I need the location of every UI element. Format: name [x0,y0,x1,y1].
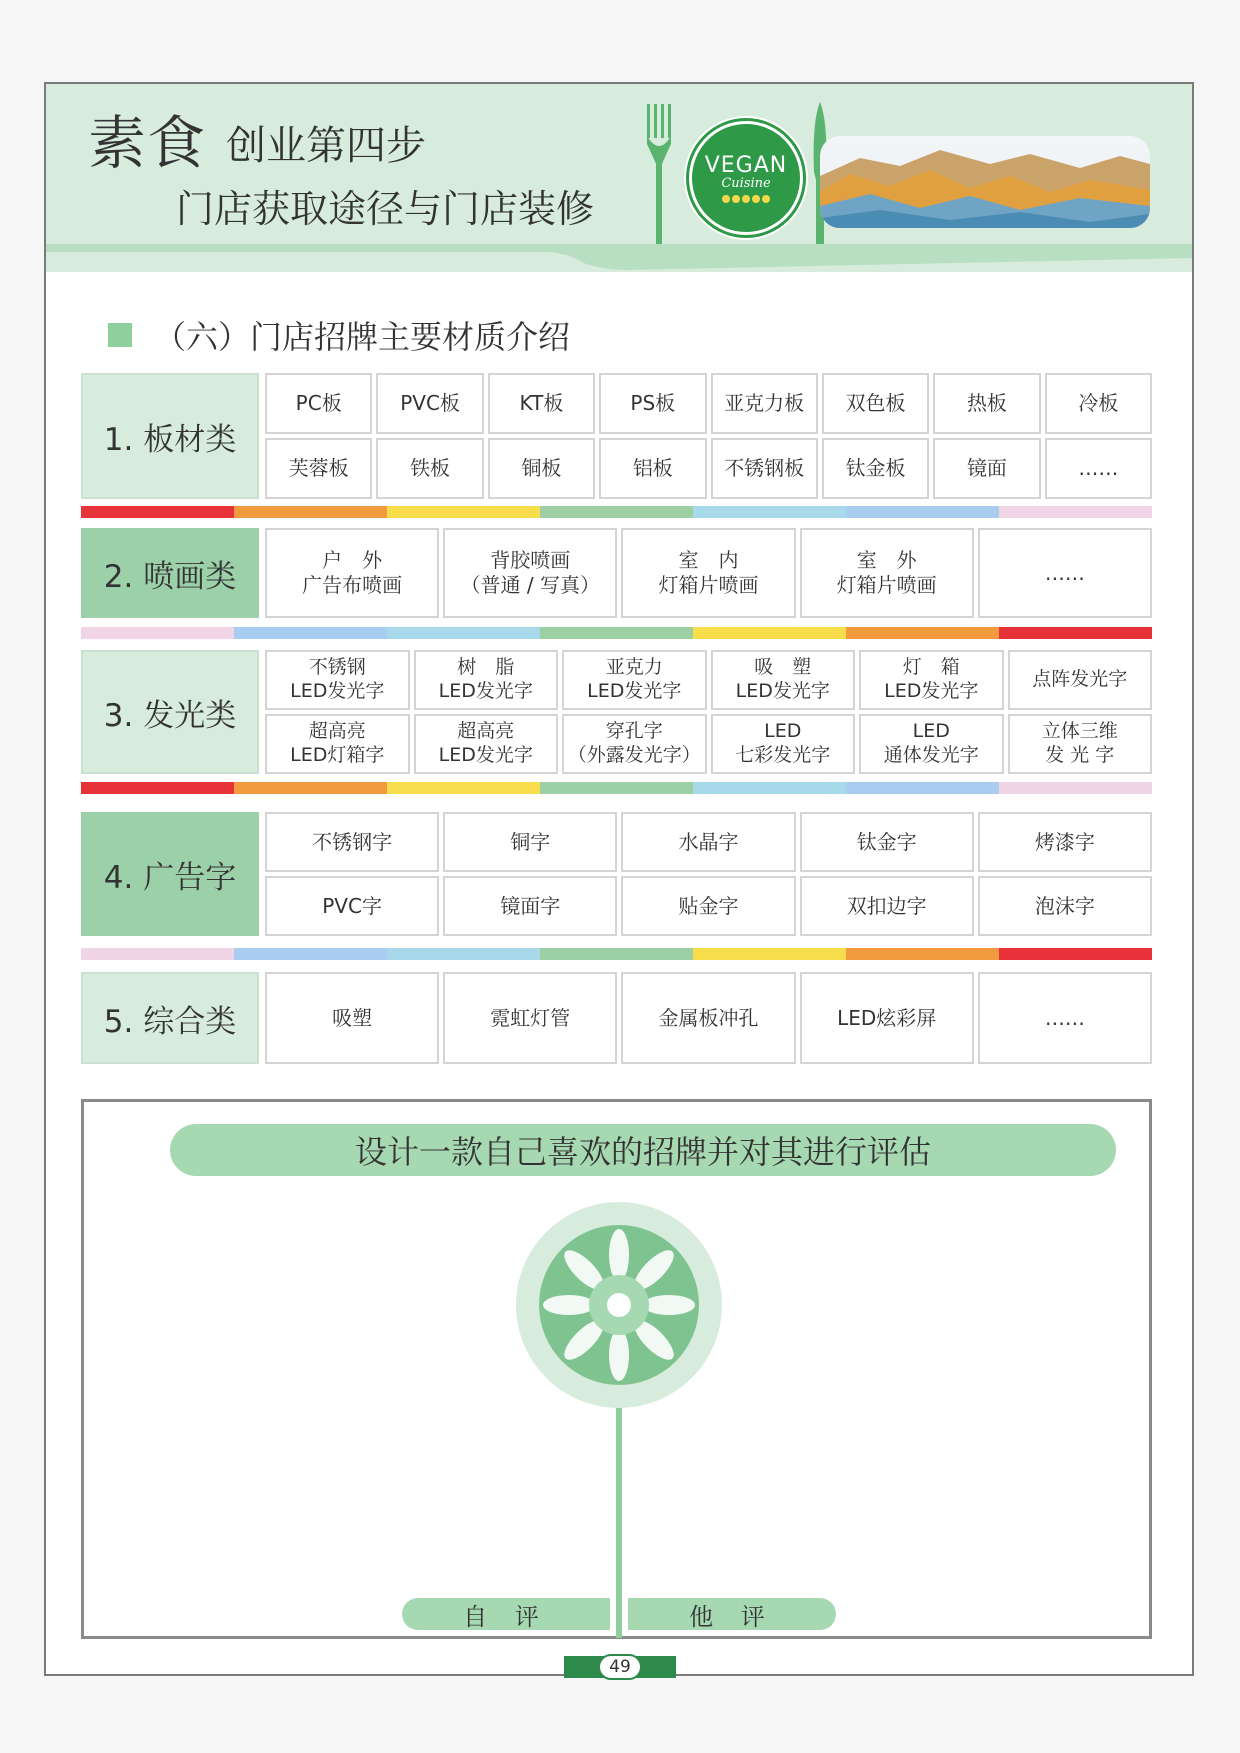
material-cell: 霓虹灯管 [443,972,617,1064]
material-cell: 室 内 灯箱片喷画 [621,528,795,618]
category-general [81,972,1152,1064]
material-cell: 铜字 [443,812,617,872]
material-cell: 水晶字 [621,812,795,872]
category-label: 3. 发光类 [81,650,259,774]
material-cell: LED炫彩屏 [800,972,974,1064]
material-cell: 烤漆字 [978,812,1152,872]
category-luminous [81,650,1152,774]
material-cell: 热板 [933,373,1040,434]
material-cell: 亚克力 LED发光字 [562,650,707,710]
section-title: （六）门店招牌主要材质介绍 [154,318,571,356]
material-cell: 贴金字 [621,876,795,936]
material-cell: 不锈钢 LED发光字 [265,650,410,710]
material-cell: 铝板 [599,438,706,499]
category-label: 2. 喷画类 [81,528,259,618]
material-cell: 镜面 [933,438,1040,499]
color-stripe [81,948,1152,960]
material-cell: 钛金板 [822,438,929,499]
material-cell: 金属板冲孔 [621,972,795,1064]
section-heading [108,312,570,358]
page-number: 49 [598,1654,642,1680]
color-stripe [81,627,1152,639]
material-cell: KT板 [488,373,595,434]
material-cell: 点阵发光字 [1008,650,1153,710]
category-grid [265,972,1152,1064]
flower-stem [616,1408,622,1638]
material-cell: 不锈钢字 [265,812,439,872]
category-inkjet [81,528,1152,618]
material-cell: LED 通体发光字 [859,714,1004,774]
badge-dots [722,195,770,203]
category-label: 5. 综合类 [81,972,259,1064]
material-cell: 树 脂 LED发光字 [414,650,559,710]
title-rest: 创业第四步 [226,123,426,169]
material-cell: 灯 箱 LED发光字 [859,650,1004,710]
material-cell: 钛金字 [800,812,974,872]
header-divider [46,244,1192,284]
material-cell: PC板 [265,373,372,434]
material-cell: PVC字 [265,876,439,936]
material-cell: 不锈钢板 [711,438,818,499]
category-grid [265,812,1152,936]
category-ad-letters [81,812,1152,936]
category-boards [81,373,1152,499]
material-cell: …… [1045,438,1152,499]
badge-script: Cuisine [721,176,771,191]
category-label: 1. 板材类 [81,373,259,499]
material-cell: 立体三维 发 光 字 [1008,714,1153,774]
material-cell: 铁板 [376,438,483,499]
badge-word: VEGAN [704,153,788,178]
color-stripe [81,506,1152,518]
material-cell: 双色板 [822,373,929,434]
subtitle: 门店获取途径与门店装修 [176,187,595,231]
evaluation-banner: 设计一款自己喜欢的招牌并对其进行评估 [170,1124,1116,1176]
material-cell: 亚克力板 [711,373,818,434]
material-cell: PVC板 [376,373,483,434]
color-stripe [81,782,1152,794]
material-cell: 铜板 [488,438,595,499]
mountain-landscape-image [820,136,1150,228]
page-number-badge [560,1654,680,1680]
self-evaluation-label: 自 评 [402,1598,610,1630]
material-cell: 超高亮 LED发光字 [414,714,559,774]
material-cell: 背胶喷画 （普通 / 写真） [443,528,617,618]
material-cell: 室 外 灯箱片喷画 [800,528,974,618]
heading-square-icon [108,323,132,347]
material-cell: 泡沫字 [978,876,1152,936]
fork-icon [646,104,672,254]
title-big: 素食 [88,109,207,177]
material-cell: 冷板 [1045,373,1152,434]
peer-evaluation-label: 他 评 [628,1598,836,1630]
material-cell: PS板 [599,373,706,434]
material-cell: LED 七彩发光字 [711,714,856,774]
material-cell: 超高亮 LED灯箱字 [265,714,410,774]
material-cell: 双扣边字 [800,876,974,936]
material-cell: …… [978,972,1152,1064]
material-cell: 镜面字 [443,876,617,936]
category-label: 4. 广告字 [81,812,259,936]
category-grid [265,528,1152,618]
material-cell: 芙蓉板 [265,438,372,499]
category-grid [265,373,1152,499]
flower-icon [514,1200,724,1410]
material-cell: 吸 塑 LED发光字 [711,650,856,710]
material-cell: 户 外 广告布喷画 [265,528,439,618]
category-grid [265,650,1152,774]
evaluation-box [81,1099,1152,1639]
material-cell: 穿孔字 （外露发光字） [562,714,707,774]
vegan-cuisine-logo [684,116,808,240]
material-cell: 吸塑 [265,972,439,1064]
material-cell: …… [978,528,1152,618]
